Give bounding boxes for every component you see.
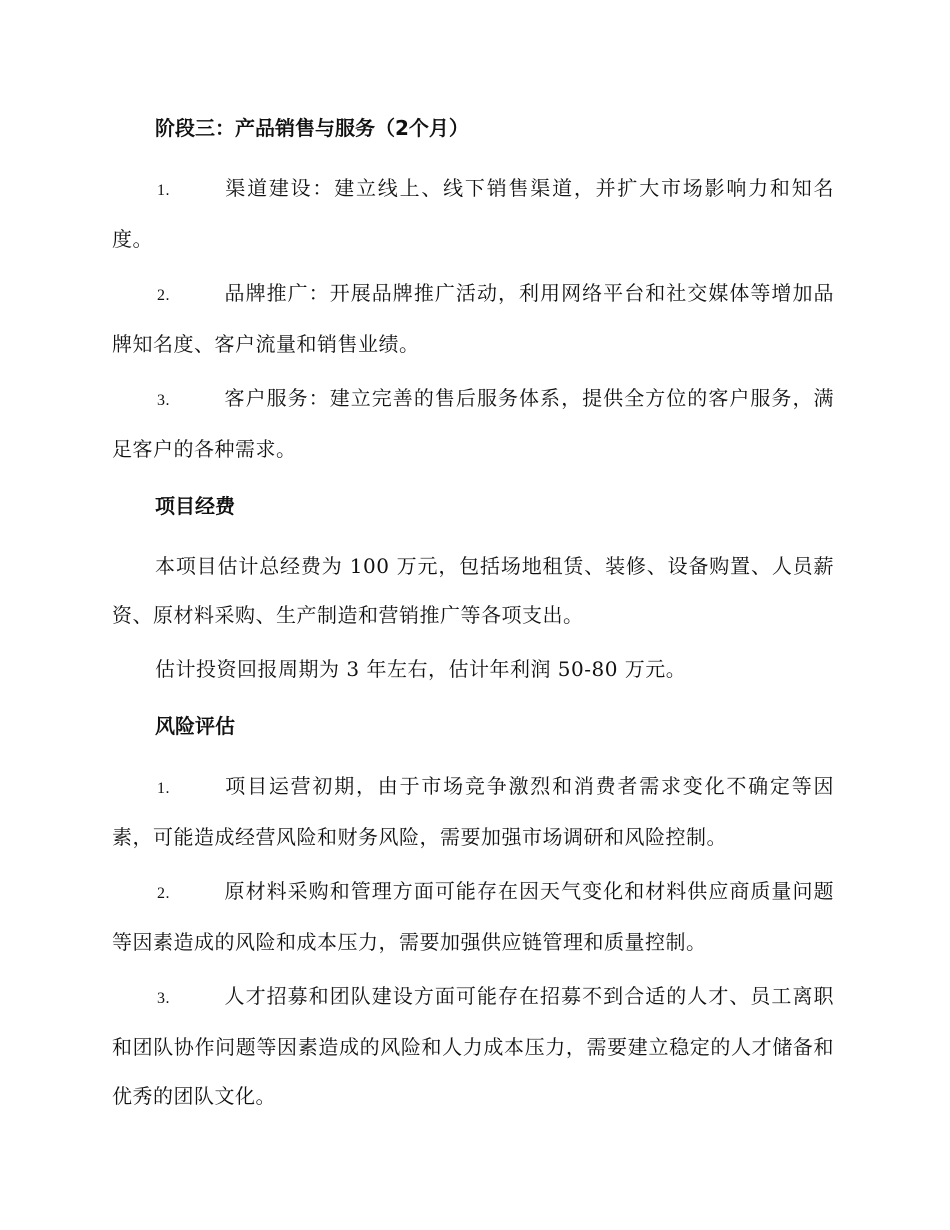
- budget-paragraph-2: 估计投资回报周期为 3 年左右，估计年利润 50-80 万元。: [155, 657, 687, 681]
- list-number: 3.: [157, 990, 170, 1007]
- risk-item-3: [112, 972, 834, 1121]
- risk-heading: 风险评估: [155, 714, 235, 738]
- list-item-text: 原材料采购和管理方面可能存在因天气变化和材料供应商质量问题等因素造成的风险和成本压力，需要加强供应链管理和质量控制。: [112, 879, 834, 954]
- list-number: 1.: [157, 182, 170, 199]
- stage3-item-3: [112, 374, 834, 474]
- list-number: 2.: [157, 885, 170, 902]
- stage3-item-1: [112, 164, 834, 264]
- list-item-text: 项目运营初期，由于市场竞争激烈和消费者需求变化不确定等因素，可能造成经营风险和财务风险，需要加强市场调研和风险控制。: [112, 774, 834, 849]
- budget-paragraph-1: 本项目估计总经费为 100 万元，包括场地租赁、装修、设备购置、人员薪资、原材料采购、生产制造和营销推广等各项支出。: [112, 554, 834, 627]
- document-content: [112, 110, 834, 1126]
- list-item-text: 客户服务：建立完善的售后服务体系，提供全方位的客户服务，满足客户的各种需求。: [112, 386, 834, 461]
- list-number: 1.: [157, 780, 170, 797]
- risk-item-2: [112, 867, 834, 967]
- risk-item-1: [112, 762, 834, 862]
- list-number: 3.: [157, 392, 170, 409]
- stage3-heading: 阶段三：产品销售与服务（2个月）: [155, 116, 469, 140]
- list-item-text: 人才招募和团队建设方面可能存在招募不到合适的人才、员工离职和团队协作问题等因素造成的风险和人力成本压力，需要建立稳定的人才储备和优秀的团队文化。: [112, 984, 834, 1108]
- budget-heading: 项目经费: [155, 494, 235, 518]
- list-number: 2.: [157, 287, 170, 304]
- stage3-item-2: [112, 269, 834, 369]
- list-item-text: 品牌推广：开展品牌推广活动，利用网络平台和社交媒体等增加品牌知名度、客户流量和销售业绩。: [112, 281, 834, 356]
- list-item-text: 渠道建设：建立线上、线下销售渠道，并扩大市场影响力和知名度。: [112, 176, 834, 251]
